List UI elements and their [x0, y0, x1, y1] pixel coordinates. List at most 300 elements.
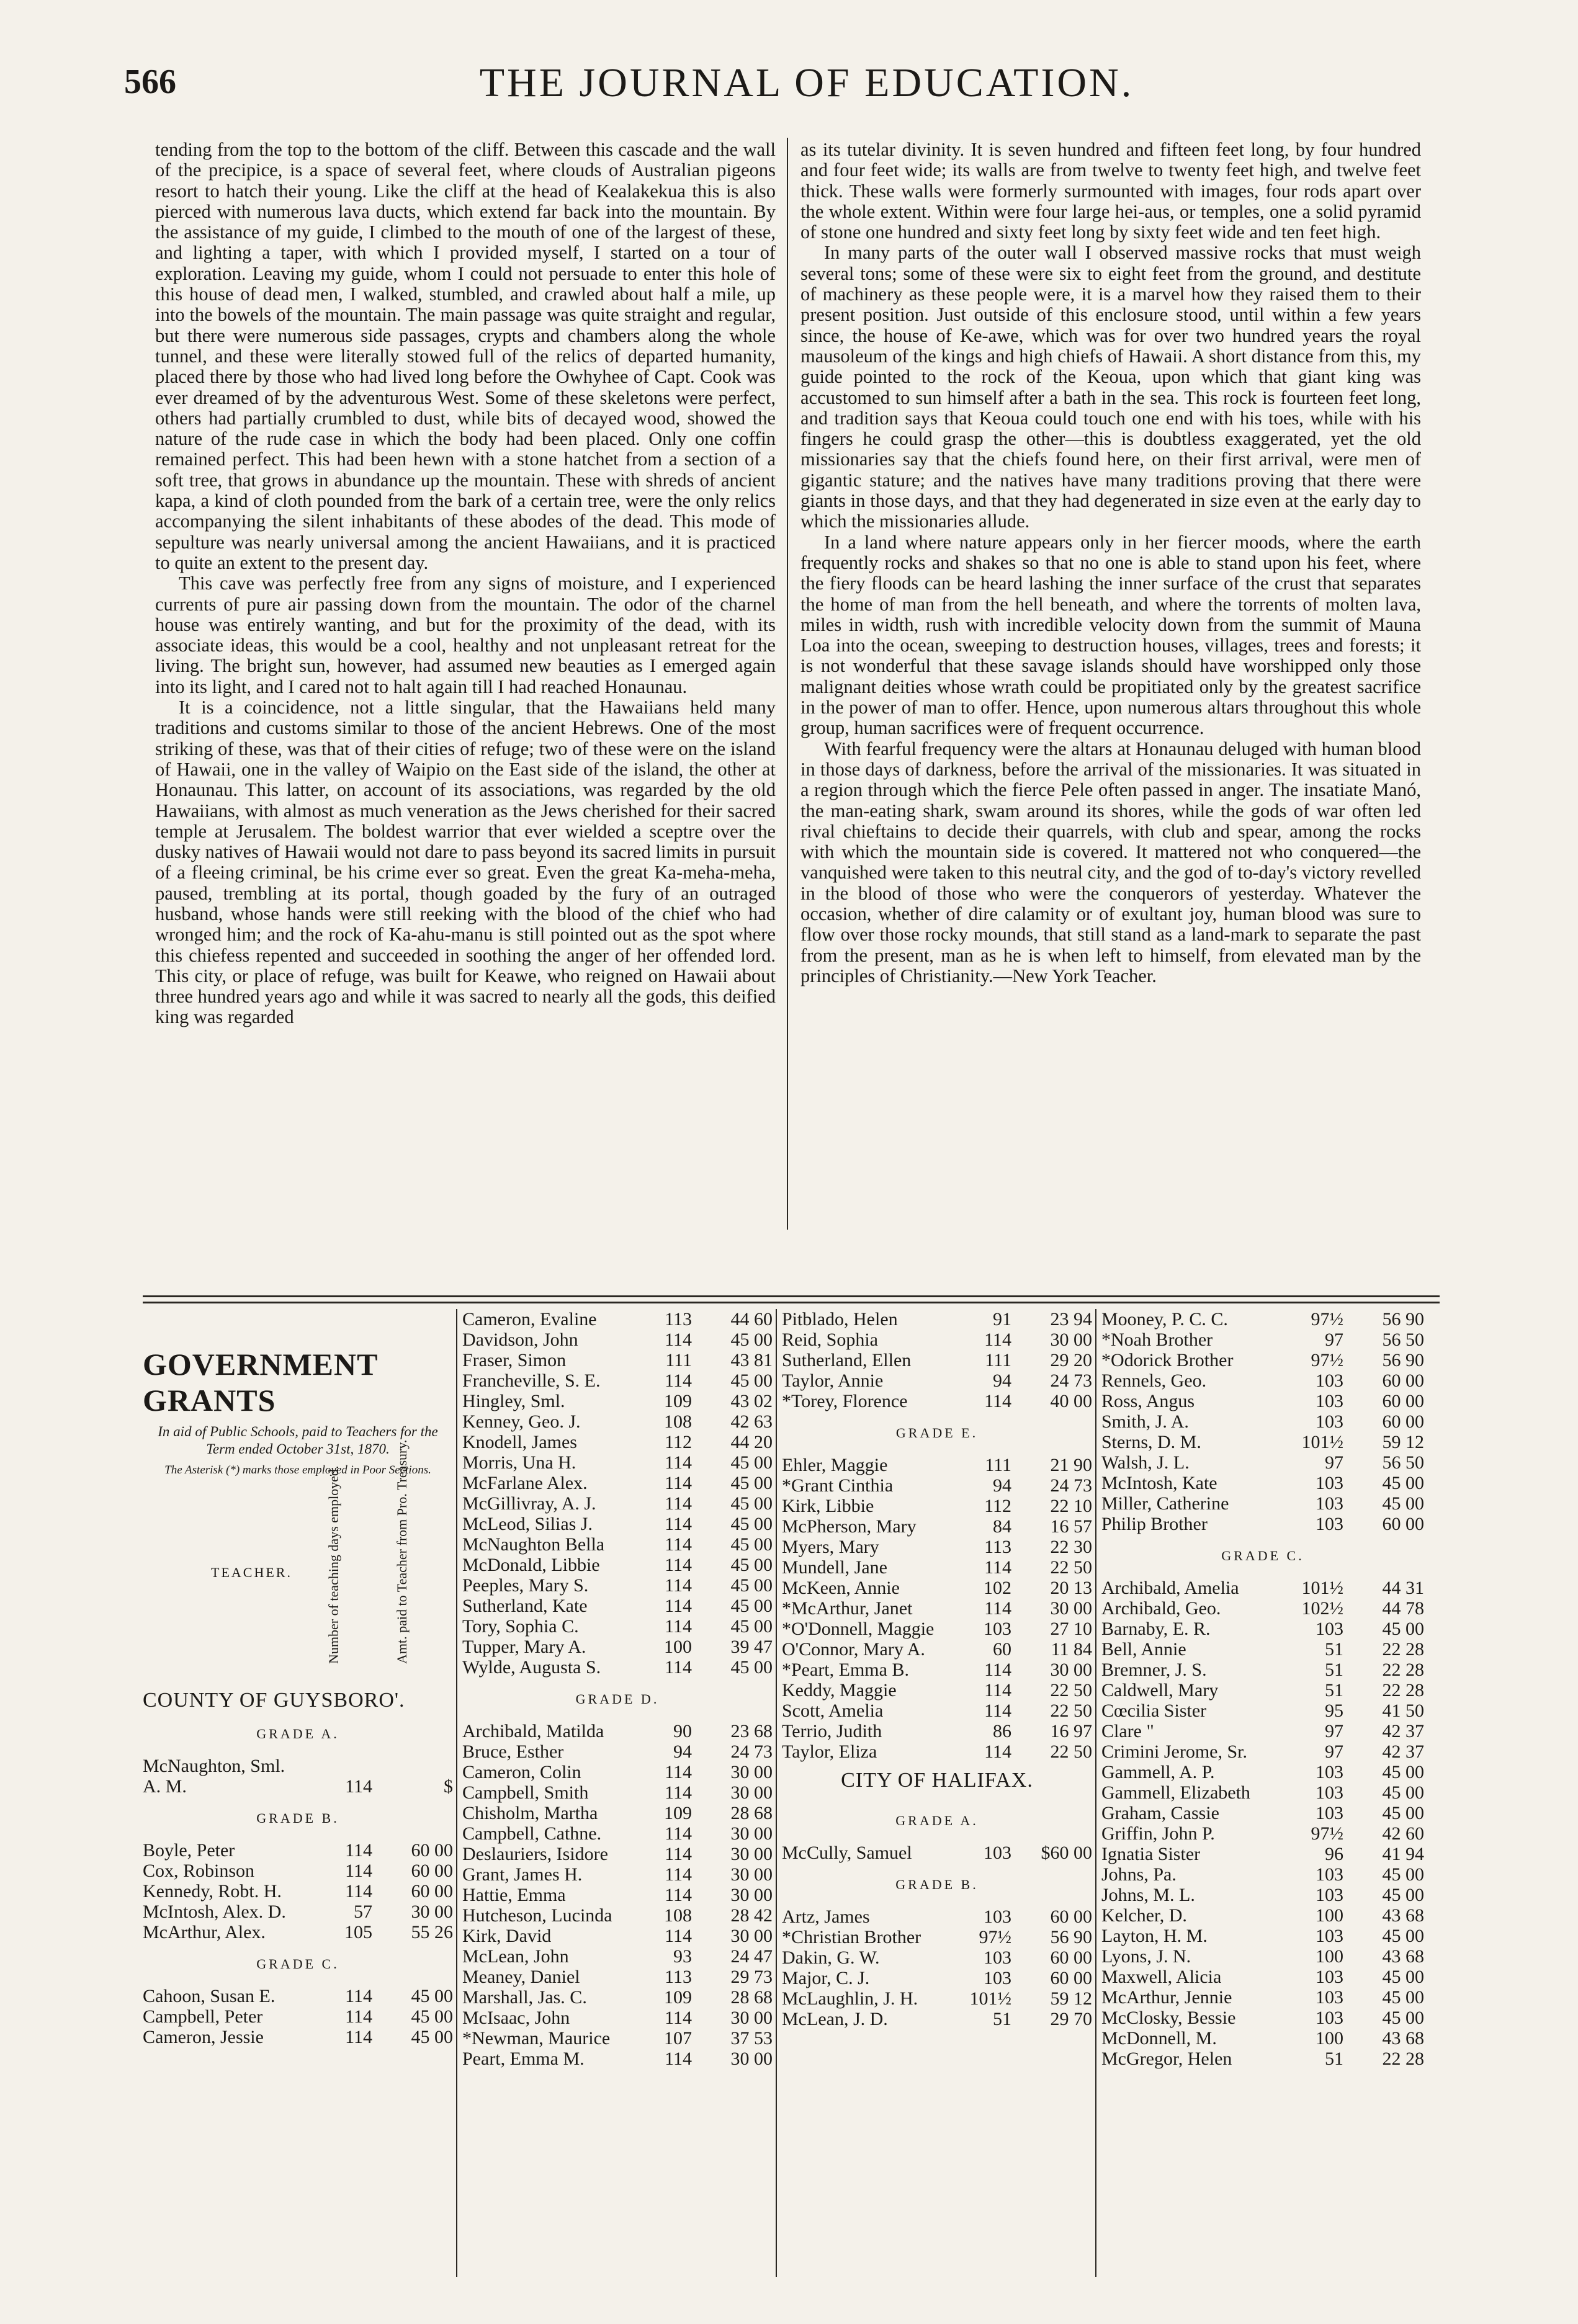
- table-row: [462, 1987, 773, 2008]
- amount-paid: 45 00: [1382, 1619, 1424, 1639]
- amount-paid: 28 68: [730, 1987, 773, 2008]
- amount-paid: 45 00: [411, 2027, 453, 2047]
- teacher-name: Gammell, Elizabeth: [1101, 1782, 1250, 1803]
- table-row: [782, 1578, 1092, 1598]
- grade-rows: [782, 1309, 1092, 1411]
- grade-heading: GRADE B.: [895, 1877, 979, 1892]
- amount-paid: 24 73: [1050, 1475, 1092, 1496]
- amount-paid: 45 00: [730, 1575, 773, 1596]
- teacher-name: Clare ": [1101, 1721, 1154, 1741]
- amount-paid: 30 00: [730, 1864, 773, 1885]
- article-paragraph: as its tutelar divinity. It is seven hundred and fifteen feet long, by four hundred and four feet wide; its walls are from twelve to twenty feet high, and twelve feet thick. These walls were formerly surmounted with images, four rods apart over the whole extent. Within were four large hei-aus, or temples, one a solid pyramid of stone one hundred and sixty feet long by sixty feet wide and ten feet high.: [800, 140, 1421, 243]
- amount-paid: 29 73: [730, 1967, 773, 1987]
- grade-heading: GRADE C.: [256, 1956, 339, 1972]
- table-row: [462, 1616, 773, 1637]
- teacher-name: McArthur, Alex.: [143, 1922, 266, 1942]
- days-employed: 114: [984, 1660, 1011, 1680]
- days-employed: 114: [665, 1330, 692, 1350]
- teacher-name: Cox, Robinson: [143, 1861, 255, 1881]
- teacher-name: Caldwell, Mary: [1101, 1680, 1219, 1701]
- article-right-column: [800, 140, 1421, 1231]
- amount-paid: 23 94: [1050, 1309, 1092, 1330]
- table-row: [1101, 1782, 1424, 1803]
- teacher-name: Kelcher, D.: [1101, 1905, 1187, 1926]
- days-employed: 108: [664, 1905, 692, 1926]
- table-row: [1101, 1905, 1424, 1926]
- amount-paid: 45 00: [1382, 1967, 1424, 1987]
- table-row: [462, 1657, 773, 1678]
- teacher-name: *Grant Cinthia: [782, 1475, 894, 1496]
- amount-paid: 45 00: [411, 2006, 453, 2027]
- teacher-name: Cameron, Evaline: [462, 1309, 597, 1330]
- days-employed: 114: [665, 1473, 692, 1493]
- article-paragraph: It is a coincidence, not a little singular, that the Hawaiians held many traditions and customs similar to those of the ancient Hebrews. One of the most striking of these, was that of their cities of refuge; two of these were on the island of Hawaii, one in the valley of Waipio on the East side of the island, the other at Honaunau. This latter, on account of its associations, was regarded by the old Hawaiians, with almost as much veneration as the Jews cherished for their sacred temple at Jerusalem. The boldest warrior that ever wielded a sceptre over the dusky natives of Hawaii would not dare to pass beyond its sacred limits in pursuit of a fleeing criminal, be his crime ever so great. Even the great Ka-meha-meha, paused, trembling at its portal, though goaded by the fury of an outraged husband, whose hands were still reeking with the blood of the chief who had wronged him; and the rock of Ka-ahu-manu is still pointed out as the spot where this chiefess repented and succeeded in soothing the anger of her offended lord. This city, or place of refuge, was built for Keawe, who reigned on Hawaii about three hundred years ago and while it was sacred to nearly all the gods, this deified king was regarded: [155, 697, 776, 1028]
- teacher-name: Sutherland, Kate: [462, 1596, 588, 1616]
- amount-paid: 44 60: [730, 1309, 773, 1330]
- days-employed: 103: [1316, 1370, 1343, 1391]
- government-grants-table: [143, 1309, 1440, 2277]
- teacher-name: Meaney, Daniel: [462, 1967, 580, 1987]
- amount-paid: 56 50: [1382, 1330, 1424, 1350]
- table-row: [1101, 1803, 1424, 1823]
- days-employed: 101½: [1301, 1578, 1343, 1598]
- amount-paid: 43 68: [1382, 1905, 1424, 1926]
- teacher-name: Ignatia Sister: [1101, 1844, 1201, 1864]
- days-employed: 114: [665, 1762, 692, 1782]
- days-employed: 114: [984, 1701, 1011, 1721]
- teacher-name: Artz, James: [782, 1906, 870, 1927]
- days-employed: 97: [1325, 1330, 1343, 1350]
- teacher-name: Crimini Jerome, Sr.: [1101, 1741, 1247, 1762]
- days-employed: 103: [1316, 1926, 1343, 1946]
- days-employed: 103: [1316, 1885, 1343, 1905]
- amount-paid: 22 10: [1050, 1496, 1092, 1516]
- table-row: [782, 1496, 1092, 1516]
- grants-column-1: [143, 1309, 453, 2277]
- days-employed: 103: [984, 1843, 1011, 1863]
- table-row: [782, 1350, 1092, 1370]
- teacher-name: Bruce, Esther: [462, 1741, 564, 1762]
- table-row: [1101, 1680, 1424, 1701]
- days-employed: 112: [984, 1496, 1011, 1516]
- amount-paid: 41 50: [1382, 1701, 1424, 1721]
- table-row: [462, 1309, 773, 1330]
- amount-paid: 41 94: [1382, 1844, 1424, 1864]
- amount-paid: 30 00: [730, 1762, 773, 1782]
- table-row: [462, 1864, 773, 1885]
- days-employed: 114: [665, 1657, 692, 1678]
- days-employed: 103: [1316, 1514, 1343, 1534]
- teacher-name: Layton, H. M.: [1101, 1926, 1208, 1946]
- teacher-name: Maxwell, Alicia: [1101, 1967, 1222, 1987]
- city-heading: CITY OF HALIFAX.: [841, 1769, 1033, 1792]
- table-row: [1101, 1411, 1424, 1432]
- days-employed: 114: [984, 1330, 1011, 1350]
- days-employed: 51: [1325, 1639, 1343, 1660]
- days-employed: 103: [1316, 1987, 1343, 2008]
- days-employed: 113: [665, 1309, 692, 1330]
- days-employed: 114: [665, 1514, 692, 1534]
- days-employed: 100: [664, 1637, 692, 1657]
- grade-rows: [1101, 1309, 1424, 1534]
- article-paragraph: This cave was perfectly free from any signs of moisture, and I experienced currents of pure air passing down from the mountain. The odor of the charnel house was entirely wanting, and but for the proximity of the dead, with its associate ideas, this would be a cool, healthy and not unpleasant retreat for the living. The bright sun, however, had assumed new beauties as I emerged again into its light, and I cared not to halt again till I had reached Honaunau.: [155, 573, 776, 697]
- table-row: [462, 1721, 773, 1741]
- grants-note: The Asterisk (*) marks those employed in Poor Sections.: [164, 1464, 431, 1477]
- days-employed: 114: [665, 1534, 692, 1555]
- teacher-name: Keddy, Maggie: [782, 1680, 897, 1701]
- table-row: [462, 1967, 773, 1987]
- days-employed: 51: [1325, 1660, 1343, 1680]
- days-employed: 97½: [1311, 1823, 1343, 1844]
- table-row: [782, 1370, 1092, 1391]
- teacher-name: *Noah Brother: [1101, 1330, 1213, 1350]
- table-row: [1101, 1721, 1424, 1741]
- teacher-name: *Odorick Brother: [1101, 1350, 1234, 1370]
- days-employed: 97½: [1311, 1309, 1343, 1330]
- amount-paid: 45 00: [1382, 1782, 1424, 1803]
- days-employed: 114: [984, 1391, 1011, 1411]
- days-employed: 97½: [979, 1927, 1011, 1947]
- page-number: 566: [124, 63, 176, 101]
- amount-paid: 60 00: [411, 1840, 453, 1861]
- amount-paid: 39 47: [730, 1637, 773, 1657]
- grade-rows: [1101, 1578, 1424, 2069]
- teacher-name: Smith, J. A.: [1101, 1411, 1189, 1432]
- teacher-name: McCully, Samuel: [782, 1843, 912, 1863]
- amount-paid: 60 00: [411, 1881, 453, 1902]
- teacher-name: *Peart, Emma B.: [782, 1660, 909, 1680]
- days-employed: 111: [665, 1350, 692, 1370]
- amount-paid: 30 00: [1050, 1330, 1092, 1350]
- amount-paid: 29 20: [1050, 1350, 1092, 1370]
- teacher-heading: TEACHER.: [211, 1565, 292, 1580]
- page-header: [124, 57, 1489, 132]
- teacher-name: Tupper, Mary A.: [462, 1637, 586, 1657]
- table-row: [1101, 1660, 1424, 1680]
- days-employed: 113: [665, 1967, 692, 1987]
- table-row: [1101, 1987, 1424, 2008]
- grade-rows: [143, 1986, 453, 2047]
- teacher-name: Mooney, P. C. C.: [1101, 1309, 1228, 1330]
- teacher-name: Grant, James H.: [462, 1864, 583, 1885]
- table-row: [1101, 1452, 1424, 1473]
- teacher-name: Ross, Angus: [1101, 1391, 1195, 1411]
- amount-paid: 30 00: [730, 1885, 773, 1905]
- teacher-name: Archibald, Geo.: [1101, 1598, 1221, 1619]
- days-employed: 51: [993, 2009, 1011, 2029]
- amount-paid: 60 00: [1050, 1947, 1092, 1968]
- table-row: [462, 1844, 773, 1864]
- table-row: [782, 1598, 1092, 1619]
- days-employed: 91: [993, 1309, 1011, 1330]
- amount-paid: 29 70: [1050, 2009, 1092, 2029]
- amount-paid: 24 47: [730, 1946, 773, 1967]
- amount-paid: 30 00: [730, 1823, 773, 1844]
- table-row: [782, 1721, 1092, 1741]
- table-row: [1101, 1639, 1424, 1660]
- table-row: [1101, 1701, 1424, 1721]
- table-row: [462, 1411, 773, 1432]
- table-row: [1101, 1493, 1424, 1514]
- table-row: [782, 1455, 1092, 1475]
- table-row: [143, 1861, 453, 1881]
- table-row: [462, 2049, 773, 2069]
- amount-paid: 45 00: [1382, 1987, 1424, 2008]
- amount-paid: 60 00: [1382, 1370, 1424, 1391]
- amount-paid: 30 00: [730, 1782, 773, 1803]
- amount-paid: 16 97: [1050, 1721, 1092, 1741]
- amount-paid: 42 37: [1382, 1741, 1424, 1762]
- amount-paid: 30 00: [1050, 1598, 1092, 1619]
- days-employed: 114: [345, 2027, 372, 2047]
- days-employed: 114: [665, 1926, 692, 1946]
- days-employed: 96: [1325, 1844, 1343, 1864]
- teacher-name: *Christian Brother: [782, 1927, 921, 1947]
- teacher-name: Terrio, Judith: [782, 1721, 882, 1741]
- teacher-name: *Torey, Florence: [782, 1391, 908, 1411]
- teacher-name: Sterns, D. M.: [1101, 1432, 1201, 1452]
- grade-heading: GRADE E.: [895, 1425, 979, 1441]
- table-row: [143, 1902, 453, 1922]
- days-employed: 103: [1316, 1762, 1343, 1782]
- amount-paid: 22 50: [1050, 1701, 1092, 1721]
- days-employed: 103: [1316, 2008, 1343, 2028]
- days-employed: 103: [984, 1906, 1011, 1927]
- grade-rows: [462, 1721, 773, 2069]
- table-row: [782, 1843, 1092, 1863]
- days-employed: 57: [354, 1902, 372, 1922]
- grade-heading: GRADE D.: [575, 1691, 660, 1707]
- amount-paid: 45 00: [1382, 2008, 1424, 2028]
- amount-paid: 45 00: [411, 1986, 453, 2006]
- teacher-name: O'Connor, Mary A.: [782, 1639, 925, 1660]
- teacher-name: Barnaby, E. R.: [1101, 1619, 1211, 1639]
- days-employed: 97: [1325, 1452, 1343, 1473]
- teacher-name: Mundell, Jane: [782, 1557, 887, 1578]
- amount-paid: 22 28: [1382, 2049, 1424, 2069]
- article-paragraph: With fearful frequency were the altars at Honaunau deluged with human blood in those days of darkness, before the arrival of the missionaries. It was situated in a region through which the fierce Pele often passed in anger. The insatiate Manó, the man-eating shark, swam around its shores, while the gods of war often led rival chieftains to decide their quarrels, with club and spear, among the rocks with which the mountain side is covered. It mattered not who conquered—the vanquished were taken to this neutral city, and the god of to-day's victory revelled in the blood of those who were the conquerors of yesterday. Whatever the occasion, whether of dire calamity or of exultant joy, human blood was sure to flow over those rocky mounds, that still stand as a land-mark to separate the past from the present, man as he is when left to himself, from elevated man by the principles of Christianity.—New York Teacher.: [800, 738, 1421, 986]
- table-row: [782, 1537, 1092, 1557]
- amount-paid: 30 00: [730, 1844, 773, 1864]
- days-employed: [316, 1756, 372, 1776]
- amount-paid: 56 90: [1382, 1350, 1424, 1370]
- table-row: [782, 1309, 1092, 1330]
- teacher-name: Walsh, J. L.: [1101, 1452, 1190, 1473]
- teacher-name: Francheville, S. E.: [462, 1370, 601, 1391]
- days-employed: 103: [1316, 1391, 1343, 1411]
- teacher-name: McLeod, Silias J.: [462, 1514, 593, 1534]
- teacher-name: McNaughton Bella: [462, 1534, 605, 1555]
- table-row: [1101, 1946, 1424, 1967]
- days-employed: 114: [665, 1555, 692, 1575]
- teacher-name: Lyons, J. N.: [1101, 1946, 1191, 1967]
- amount-paid: 60 00: [1050, 1968, 1092, 1988]
- amount-paid: 60 00: [411, 1861, 453, 1881]
- grade-rows: [782, 1843, 1092, 1863]
- days-employed: 103: [984, 1968, 1011, 1988]
- table-row: [462, 1330, 773, 1350]
- teacher-name: McLean, John: [462, 1946, 569, 1967]
- teacher-name: Kirk, Libbie: [782, 1496, 874, 1516]
- table-row: [143, 2027, 453, 2047]
- column-divider: [787, 138, 788, 1230]
- days-employed: 114: [345, 1861, 372, 1881]
- days-employed: 108: [664, 1411, 692, 1432]
- amount-paid: 44 20: [730, 1432, 773, 1452]
- teacher-name: Johns, M. L.: [1101, 1885, 1195, 1905]
- table-row: [1101, 1514, 1424, 1534]
- table-row: [782, 1680, 1092, 1701]
- days-employed: 114: [345, 2006, 372, 2027]
- teacher-name: Hutcheson, Lucinda: [462, 1905, 612, 1926]
- amount-paid: 28 68: [730, 1803, 773, 1823]
- section-rule: [143, 1295, 1440, 1297]
- days-employed: 111: [985, 1350, 1011, 1370]
- amount-paid: 22 28: [1382, 1639, 1424, 1660]
- days-employed: 114: [665, 1616, 692, 1637]
- amount-paid: $60 00: [1041, 1843, 1092, 1863]
- teacher-name: McKeen, Annie: [782, 1578, 900, 1598]
- days-employed: 97: [1325, 1741, 1343, 1762]
- days-employed: 109: [664, 1803, 692, 1823]
- table-row: [782, 1660, 1092, 1680]
- teacher-name: Marshall, Jas. C.: [462, 1987, 587, 2008]
- days-employed: 103: [1316, 1473, 1343, 1493]
- table-row: [1101, 2008, 1424, 2028]
- teacher-name: McGillivray, A. J.: [462, 1493, 596, 1514]
- days-employed: 84: [993, 1516, 1011, 1537]
- table-row: [462, 1370, 773, 1391]
- days-employed: 100: [1316, 2028, 1343, 2049]
- teacher-name: McGregor, Helen: [1101, 2049, 1232, 2069]
- grade-heading: GRADE B.: [256, 1810, 339, 1826]
- table-row: [1101, 1619, 1424, 1639]
- days-employed: 103: [1316, 1864, 1343, 1885]
- teacher-name: *McArthur, Janet: [782, 1598, 913, 1619]
- days-employed: 114: [665, 1823, 692, 1844]
- table-row: [462, 1885, 773, 1905]
- teacher-name: McPherson, Mary: [782, 1516, 917, 1537]
- teacher-name: McFarlane Alex.: [462, 1473, 588, 1493]
- table-row: [782, 1619, 1092, 1639]
- teacher-name: Tory, Sophia C.: [462, 1616, 579, 1637]
- days-employed: 114: [665, 1596, 692, 1616]
- days-employed: 114: [665, 1370, 692, 1391]
- table-row: [782, 1906, 1092, 1927]
- days-employed: 114: [665, 1864, 692, 1885]
- table-row: [1101, 1432, 1424, 1452]
- days-employed: 113: [984, 1537, 1011, 1557]
- table-row: [782, 1701, 1092, 1721]
- days-employed: 51: [1325, 2049, 1343, 2069]
- table-row: [462, 1493, 773, 1514]
- table-row: [1101, 1391, 1424, 1411]
- table-row: [462, 2008, 773, 2028]
- teacher-name: Johns, Pa.: [1101, 1864, 1177, 1885]
- table-row: [462, 1432, 773, 1452]
- amount-paid: 30 00: [411, 1902, 453, 1922]
- days-employed: 114: [665, 1782, 692, 1803]
- amount-paid: 60 00: [1050, 1906, 1092, 1927]
- days-employed: 114: [345, 1986, 372, 2006]
- table-row: [1101, 1762, 1424, 1782]
- teacher-name: Kirk, David: [462, 1926, 552, 1946]
- amount-paid: 24 73: [1050, 1370, 1092, 1391]
- teacher-name: Peeples, Mary S.: [462, 1575, 589, 1596]
- amount-paid: 40 00: [1050, 1391, 1092, 1411]
- amount-paid: 45 00: [730, 1596, 773, 1616]
- amount-paid: 45 00: [730, 1452, 773, 1473]
- days-employed: 105: [344, 1922, 372, 1942]
- table-row: [1101, 1473, 1424, 1493]
- table-row: [1101, 1926, 1424, 1946]
- table-row: [143, 1881, 453, 1902]
- table-row: [143, 2006, 453, 2027]
- table-row: [462, 1514, 773, 1534]
- days-employed: 114: [984, 1557, 1011, 1578]
- table-row: [782, 1968, 1092, 1988]
- days-employed: 103: [1316, 1782, 1343, 1803]
- teacher-name: Taylor, Annie: [782, 1370, 884, 1391]
- table-row: [1101, 1864, 1424, 1885]
- teacher-name: McClosky, Bessie: [1101, 2008, 1236, 2028]
- teacher-name: McIntosh, Alex. D.: [143, 1902, 286, 1922]
- table-row: [782, 1927, 1092, 1947]
- amount-paid: 45 00: [730, 1493, 773, 1514]
- table-row: [462, 1905, 773, 1926]
- amount-paid: 60 00: [1382, 1514, 1424, 1534]
- section-rule: [143, 1302, 1440, 1303]
- amount-paid: 45 00: [730, 1534, 773, 1555]
- table-row: [1101, 1844, 1424, 1864]
- amount-paid: [372, 1756, 453, 1776]
- days-employed: 103: [1316, 1967, 1343, 1987]
- amount-paid: 45 00: [1382, 1493, 1424, 1514]
- days-employed: 90: [673, 1721, 692, 1741]
- teacher-name: Pitblado, Helen: [782, 1309, 898, 1330]
- amount-paid: 45 00: [730, 1616, 773, 1637]
- amount-paid: 16 57: [1050, 1516, 1092, 1537]
- teacher-name: Kennedy, Robt. H.: [143, 1881, 282, 1902]
- teacher-name: Sutherland, Ellen: [782, 1350, 912, 1370]
- teacher-name: Myers, Mary: [782, 1537, 879, 1557]
- table-row: [462, 1575, 773, 1596]
- amount-paid: 22 50: [1050, 1680, 1092, 1701]
- table-row: [1101, 1823, 1424, 1844]
- teacher-name: McIsaac, John: [462, 2008, 570, 2028]
- grade-rows: [143, 1840, 453, 1942]
- table-row: [462, 1782, 773, 1803]
- table-row: [143, 1776, 453, 1797]
- table-divider: [456, 1309, 457, 2277]
- table-row: [462, 1803, 773, 1823]
- amount-paid: 21 90: [1050, 1455, 1092, 1475]
- amount-paid: 22 50: [1050, 1557, 1092, 1578]
- teacher-name: Peart, Emma M.: [462, 2049, 585, 2069]
- days-employed: 114: [984, 1680, 1011, 1701]
- days-employed: 103: [984, 1619, 1011, 1639]
- table-row: [782, 1639, 1092, 1660]
- grants-column-4: [1101, 1309, 1424, 2277]
- table-row: [782, 2009, 1092, 2029]
- amount-paid: 22 28: [1382, 1680, 1424, 1701]
- article-left-column: [155, 140, 776, 1231]
- amount-paid: 42 37: [1382, 1721, 1424, 1741]
- teacher-name: Campbell, Peter: [143, 2006, 263, 2027]
- table-row: [782, 1988, 1092, 2009]
- teacher-name: *O'Donnell, Maggie: [782, 1619, 935, 1639]
- table-row: [1101, 1741, 1424, 1762]
